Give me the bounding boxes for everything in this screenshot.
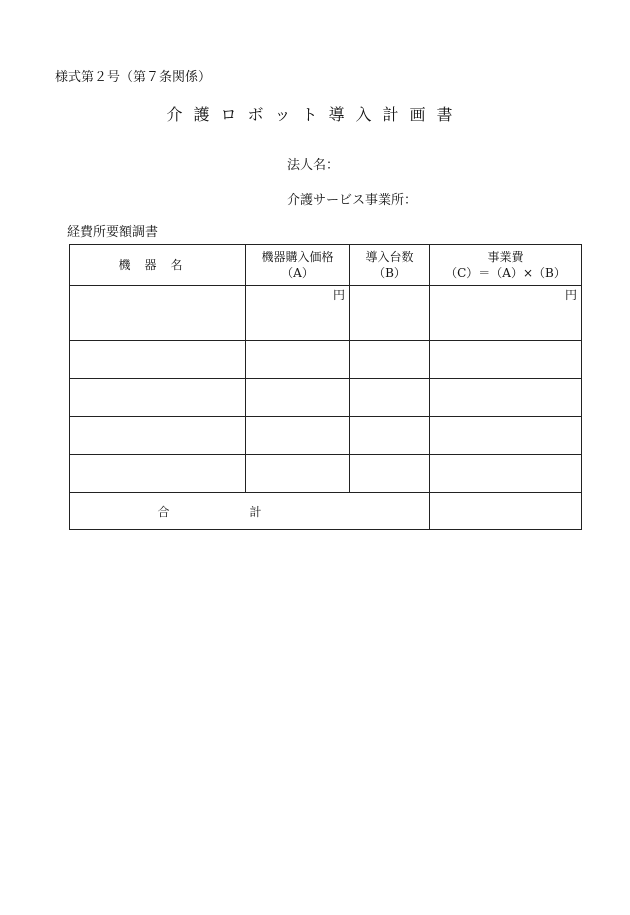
- header-project-cost: 事業費 （C）＝（A）×（B）: [430, 245, 582, 286]
- cost-cell[interactable]: 円: [430, 286, 582, 341]
- cost-cell[interactable]: [430, 341, 582, 379]
- equipment-name-cell[interactable]: [70, 286, 246, 341]
- total-label: 合計: [70, 493, 430, 530]
- cost-cell[interactable]: [430, 379, 582, 417]
- table-row: [70, 455, 582, 493]
- care-office-label: 介護サービス事業所：: [287, 193, 418, 208]
- corporation-name-label: 法人名：: [287, 158, 340, 173]
- price-cell[interactable]: [246, 379, 350, 417]
- price-cell[interactable]: [246, 341, 350, 379]
- quantity-cell[interactable]: [350, 455, 430, 493]
- table-row: [70, 286, 582, 341]
- equipment-name-cell[interactable]: [70, 417, 246, 455]
- price-cell[interactable]: [246, 455, 350, 493]
- total-cost-cell[interactable]: [430, 493, 582, 530]
- equipment-name-cell[interactable]: [70, 341, 246, 379]
- quantity-cell[interactable]: [350, 341, 430, 379]
- table-header-row: [70, 245, 582, 286]
- document-title: 介護ロボット導入計画書: [166, 105, 464, 124]
- price-cell[interactable]: 円: [246, 286, 350, 341]
- header-purchase-price: 機器購入価格 （A）: [246, 245, 350, 286]
- cost-cell[interactable]: [430, 417, 582, 455]
- quantity-cell[interactable]: [350, 286, 430, 341]
- expense-table: [69, 244, 582, 530]
- price-cell[interactable]: [246, 417, 350, 455]
- section-title: 経費所要額調書: [67, 225, 159, 240]
- form-number: 様式第２号（第７条関係）: [55, 70, 212, 85]
- equipment-name-cell[interactable]: [70, 455, 246, 493]
- header-quantity: 導入台数 （B）: [350, 245, 430, 286]
- total-row: [70, 493, 582, 530]
- quantity-cell[interactable]: [350, 417, 430, 455]
- table-row: [70, 341, 582, 379]
- equipment-name-cell[interactable]: [70, 379, 246, 417]
- quantity-cell[interactable]: [350, 379, 430, 417]
- cost-cell[interactable]: [430, 455, 582, 493]
- header-equipment-name: 機器名: [70, 245, 246, 286]
- table-row: [70, 417, 582, 455]
- table-row: [70, 379, 582, 417]
